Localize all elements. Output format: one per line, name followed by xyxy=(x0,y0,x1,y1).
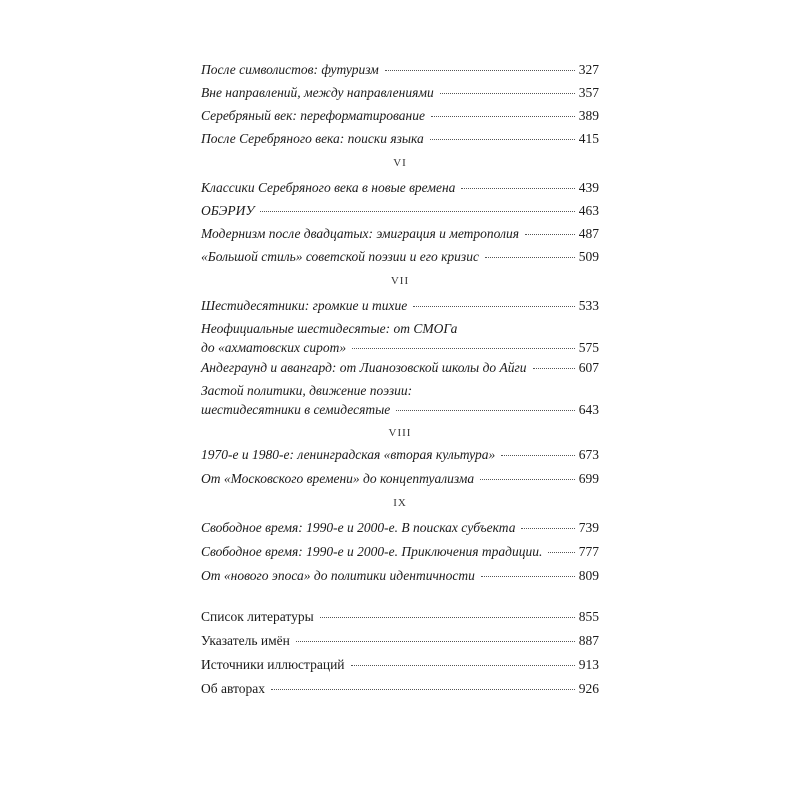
toc-page-number: 673 xyxy=(578,447,599,462)
toc-entry[interactable] xyxy=(201,381,599,419)
toc-page-number: 439 xyxy=(578,180,599,195)
leader-dots xyxy=(548,551,574,553)
toc-entry-back-matter[interactable] xyxy=(201,607,599,626)
toc-entry-back-matter[interactable] xyxy=(201,631,599,650)
toc-entry[interactable] xyxy=(201,469,599,488)
toc-entry[interactable] xyxy=(201,247,599,266)
toc-entry-title: Модернизм после двадцатых: эмиграция и метрополия xyxy=(201,226,520,241)
toc-entry-title: Серебряный век: переформатирование xyxy=(201,108,425,123)
toc-page-number: 509 xyxy=(578,249,599,264)
toc-page-number: 855 xyxy=(578,609,599,624)
toc-entry[interactable] xyxy=(201,178,599,197)
leader-dots xyxy=(525,233,575,235)
toc-entry[interactable] xyxy=(201,296,599,315)
section-heading: VIII xyxy=(388,427,412,439)
toc-entry[interactable] xyxy=(201,319,599,357)
toc-page-number: 777 xyxy=(578,544,599,559)
toc-page-number: 699 xyxy=(578,471,599,486)
toc-page-number: 887 xyxy=(578,633,599,648)
leader-dots xyxy=(485,256,575,258)
toc-entry-title: Андеграунд и авангард: от Лианозовской школы до Айги xyxy=(201,360,527,375)
toc-entry[interactable] xyxy=(201,224,599,243)
toc-entry[interactable] xyxy=(201,566,599,585)
leader-dots xyxy=(501,454,575,456)
toc-entry-title: От «нового эпоса» до политики идентичности xyxy=(201,568,475,583)
leader-dots xyxy=(396,409,575,411)
toc-entry-title: Указатель имён xyxy=(201,633,290,648)
toc-entry-title: Вне направлений, между направлениями xyxy=(201,85,434,100)
toc-entry-title: шестидесятники в семидесятые xyxy=(201,402,391,417)
leader-dots xyxy=(440,92,575,94)
toc-entry-title: Классики Серебряного века в новые времена xyxy=(201,180,456,195)
toc-entry[interactable] xyxy=(201,60,599,79)
toc-entry-title: Об авторах xyxy=(201,681,265,696)
toc-entry[interactable] xyxy=(201,445,599,464)
toc-entry-title: После Серебряного века: поиски языка xyxy=(201,131,424,146)
toc-entry[interactable] xyxy=(201,106,599,125)
toc-entry-title-line: Застой политики, движение поэзии: xyxy=(201,383,413,398)
leader-dots xyxy=(385,69,575,71)
leader-dots xyxy=(533,367,575,369)
leader-dots xyxy=(430,138,575,140)
toc-entry-back-matter[interactable] xyxy=(201,655,599,674)
toc-entry[interactable] xyxy=(201,518,599,537)
toc-page-number: 926 xyxy=(578,681,599,696)
toc-entry[interactable] xyxy=(201,542,599,561)
toc-page-number: 389 xyxy=(578,108,599,123)
leader-dots xyxy=(271,688,575,690)
section-heading: VI xyxy=(393,157,407,169)
toc-page-number: 357 xyxy=(578,85,599,100)
toc-entry-title: до «ахматовских сирот» xyxy=(201,340,347,355)
toc-entry-title: Источники иллюстраций xyxy=(201,657,345,672)
toc-page-number: 913 xyxy=(578,657,599,672)
toc-page-number: 739 xyxy=(578,520,599,535)
toc-entry[interactable] xyxy=(201,129,599,148)
toc-entry-title: ОБЭРИУ xyxy=(201,203,255,218)
leader-dots xyxy=(352,347,575,349)
leader-dots xyxy=(296,640,575,642)
toc-entry-back-matter[interactable] xyxy=(201,679,599,698)
toc-entry-title: «Большой стиль» советской поэзии и его кризис xyxy=(201,249,479,264)
toc-page-number: 415 xyxy=(578,131,599,146)
leader-dots xyxy=(521,527,574,529)
toc-entry-title: Список литературы xyxy=(201,609,314,624)
toc-page-number: 607 xyxy=(578,360,599,375)
toc-page-number: 327 xyxy=(578,62,599,77)
leader-dots xyxy=(320,616,575,618)
leader-dots xyxy=(351,664,575,666)
toc-entry[interactable] xyxy=(201,358,599,377)
toc-entry-title: После символистов: футуризм xyxy=(201,62,379,77)
section-heading: IX xyxy=(393,497,407,509)
toc-entry[interactable] xyxy=(201,83,599,102)
toc-page-number: 643 xyxy=(578,402,599,417)
toc-page-number: 487 xyxy=(578,226,599,241)
leader-dots xyxy=(413,305,574,307)
leader-dots xyxy=(480,478,575,480)
toc-entry-title: Свободное время: 1990-е и 2000-е. В поисках субъекта xyxy=(201,520,516,535)
leader-dots xyxy=(461,187,574,189)
toc-page-number: 463 xyxy=(578,203,599,218)
toc-entry[interactable] xyxy=(201,201,599,220)
leader-dots xyxy=(481,575,575,577)
toc-entry-title: 1970-е и 1980-е: ленинградская «вторая культура» xyxy=(201,447,496,462)
toc-entry-title: От «Московского времени» до концептуализма xyxy=(201,471,475,486)
toc-page-number: 575 xyxy=(578,340,599,355)
section-heading: VII xyxy=(390,275,410,287)
toc-entry-title-line: Неофициальные шестидесятые: от СМОГа xyxy=(201,321,458,336)
leader-dots xyxy=(431,115,575,117)
leader-dots xyxy=(260,210,574,212)
toc-page-number: 533 xyxy=(578,298,599,313)
toc-entry-title: Свободное время: 1990-е и 2000-е. Приключения традиции. xyxy=(201,544,543,559)
toc-page-number: 809 xyxy=(578,568,599,583)
toc-entry-title: Шестидесятники: громкие и тихие xyxy=(201,298,408,313)
